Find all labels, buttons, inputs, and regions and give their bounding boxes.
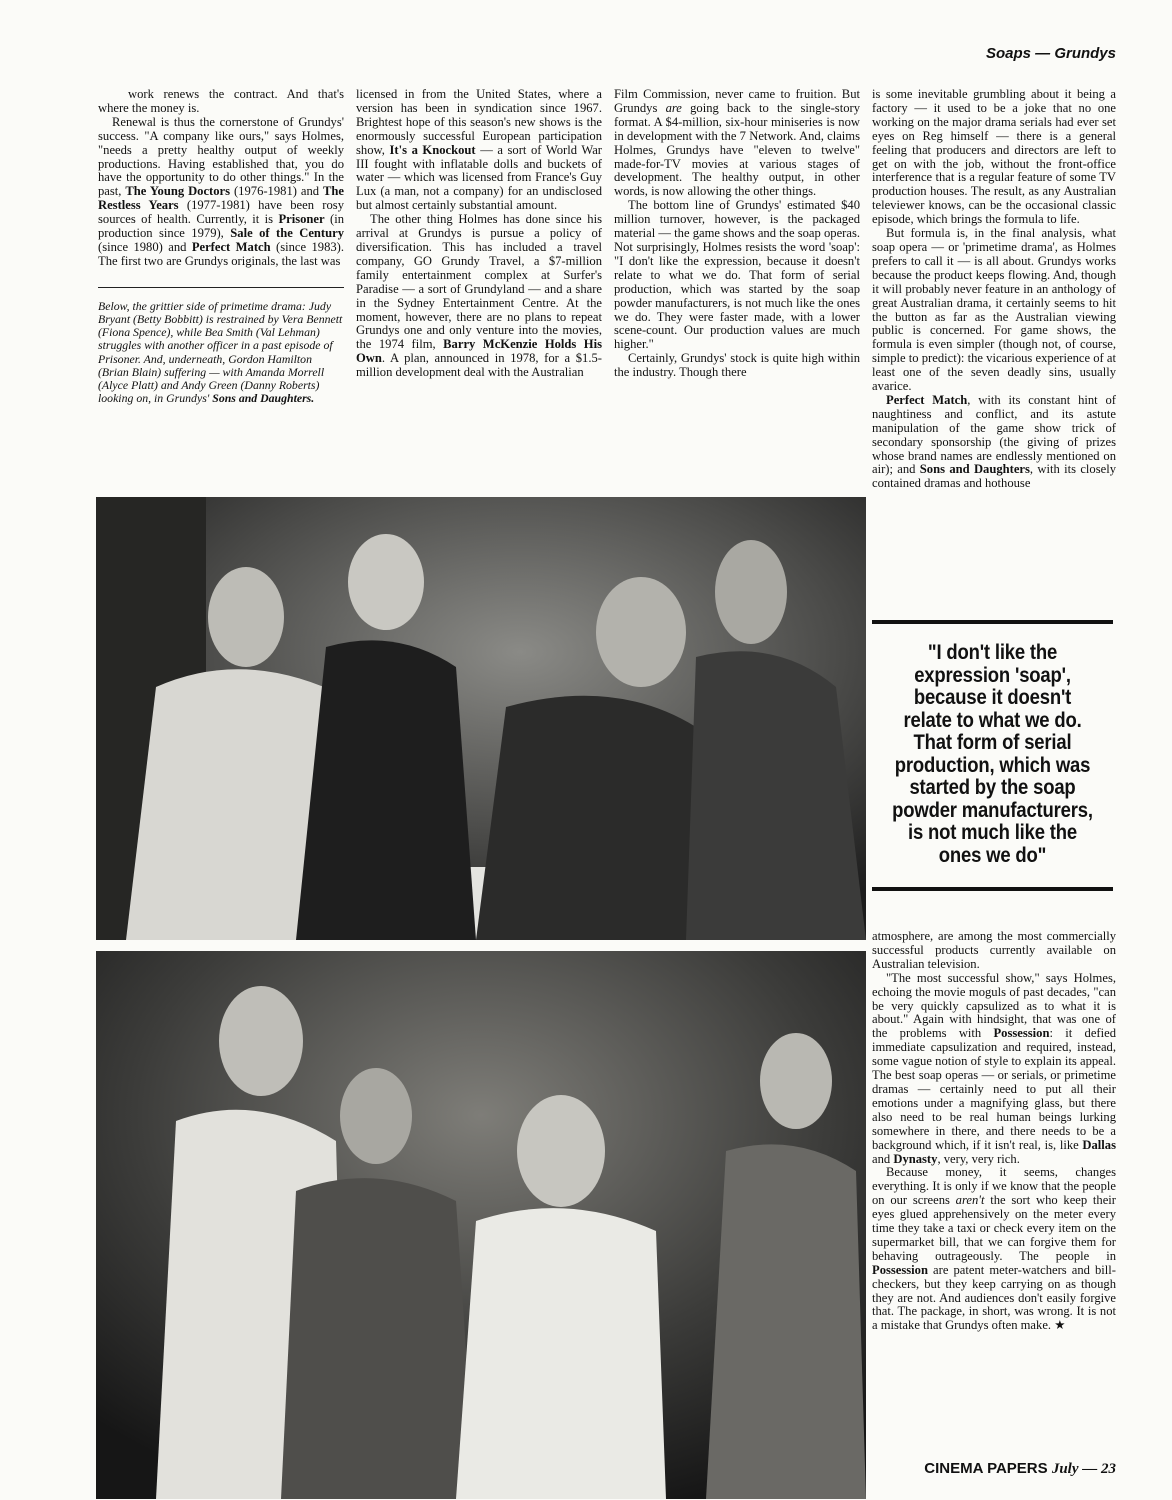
column-2 — [356, 88, 602, 380]
paragraph: Renewal is thus the cornerstone of Grundys' success. "A company like ours," says Holmes, "needs a pretty healthy output of weekly productions. Having established that, you do have the opportunity to do other things." In the past, The Young Doctors (1976-1981) and The Restless Years (1977-1981) have been rosy sources of health. Currently, it is Prisoner (in production since 1979), Sale of the Century (since 1980) and Perfect Match (since 1983). The first two are Grundys originals, the last was — [98, 114, 345, 268]
column-4 — [872, 88, 1116, 491]
footer: CINEMA PAPERS July — 23 — [924, 1460, 1116, 1477]
paragraph: licensed in from the United States, where a version has been in syndication since 1967. Brightest hope of this season's new shows is the enormously successful European participation show, It's a Knockout — a sort of World War III fought with inflatable dolls and buckets of water — which was licensed from France's Guy Lux (a man, not a company) for an undisclosed but almost certainly substantial amount. — [356, 87, 602, 213]
paragraph: Perfect Match, with its constant hint of naughtiness and conflict, and its astute manipulation of the game show trick of secondary sponsorship (the giving of prizes whose brand names are endlessly mentioned on air); and Sons and Daughters, with its closely contained dramas and hothouse — [872, 392, 1116, 491]
paragraph: The other thing Holmes has done since his arrival at Grundys is pursue a policy of diversification. This has included a travel company, GO Grundy Travel, a $7-million family entertainment complex at Surfer's Paradise — a sort of Grundyland — and a share in the Sydney Entertainment Centre. At the moment, however, there are no plans to repeat Grundys one and only venture into the movies, the 1974 film, Barry McKenzie Holds His Own. A plan, announced in 1978, for a $1.5-million development deal with the Australian — [356, 212, 603, 380]
paragraph: atmosphere, are among the most commercially successful products currently available on Australian television. — [872, 929, 1116, 971]
pull-quote-text: "I don't like the expression 'soap', because it doesn't relate to what we do. That form of serial production, which was started by the soap powder manufacturers, is not much like the ones we do" — [892, 641, 1093, 867]
pull-quote — [872, 620, 1113, 891]
divider — [98, 287, 344, 288]
paragraph: work renews the contract. And that's where the money is. — [98, 87, 344, 115]
column-3 — [614, 88, 860, 380]
column-1 — [98, 88, 344, 405]
paragraph: Because money, it seems, changes everything. It is only if we know that the people on our screens aren't the sort who keep their eyes glued apprehensively on the meter every time they take a taxi or check every item on the supermarket bill, that we can forgive them for behaving outrageously. The people in Possession are patent meter-watchers and bill-checkers, but they keep carrying on as though they are not. And audiences don't easily forgive that. The package, in short, was wrong. It is not a mistake that Grundys often make. ★ — [872, 1165, 1117, 1333]
column-4-continued — [872, 930, 1116, 1333]
paragraph: Film Commission, never came to fruition. But Grundys are going back to the single-story format. A $4-million, six-hour miniseries is now in development with the 7 Network. And, claims Holmes, Grundys have "eleven to twelve" made-for-TV movies at various stages of development. The healthy output, in other words, is now allowing the other things. — [614, 87, 860, 199]
photo-prisoner-scene — [96, 497, 866, 940]
pull-quote-rule-bottom — [872, 887, 1113, 891]
photo-caption: Below, the grittier side of primetime drama: Judy Bryant (Betty Bobbitt) is restrained by Vera Bennett (Fiona Spence), while Bea Smith (Val Lehman) struggles with another officer in a past episode of Prisoner. And, underneath, Gordon Hamilton (Brian Blain) suffering — with Amanda Morrell (Alyce Platt) and Andy Green (Danny Roberts) looking on, in Grundys' Sons and Daughters. — [98, 298, 343, 406]
paragraph: Certainly, Grundys' stock is quite high within the industry. Though there — [614, 351, 860, 380]
paragraph: The bottom line of Grundys' estimated $40 million turnover, however, is the packaged material — the game shows and the soap operas. Not surprisingly, Holmes resists the word 'soap': "I don't like the expression, because it doesn't relate to what we do. That form of serial production, which was started by the soap powder manufacturers, is not much like the ones we do. They were faster made, with a lower scene-count. Our production values are much higher." — [614, 198, 860, 352]
paragraph: is some inevitable grumbling about it being a factory — it used to be a joke that no one working on the major drama serials had ever set eyes on Reg himself — there is a general feeling that producers and directors are left to get on with the job, without the front-office interference that is a regular feature of some TV production houses. The result, as any Australian televiewer knows, can be the occasional classic episode, which brings the formula to life. — [872, 87, 1116, 227]
paragraph: But formula is, in the final analysis, what soap opera — or 'primetime drama', as Holmes prefers to call it — is all about. Grundys works because the product keeps flowing. And, though it will probably never feature in an anthology of great Australian drama, it certainly seems to hit the button as far as the Australian viewing public is concerned. For game shows, the formula is even simpler (though not, of course, simple to predict): the vicarious experience of at least one of the seven deadly sins, usually avarice. — [872, 226, 1116, 394]
photo-sons-and-daughters-scene — [96, 951, 866, 1499]
paragraph: "The most successful show," says Holmes, echoing the movie moguls of past decades, "can be very quickly capsulized as to what it is about." Again with hindsight, that was one of the problems with Possession: it defied immediate capsulization and required, instead, some vague notion of style to explain its appeal. The best soap operas — or serials, or primetime dramas — certainly need to put all their emotions under a magnifying glass, but there also need to be real human beings lurking somewhere in there, and there needs to be a background which, if it isn't real, is, like Dallas and Dynasty, very, very rich. — [872, 970, 1116, 1166]
running-head: Soaps — Grundys — [985, 45, 1116, 62]
